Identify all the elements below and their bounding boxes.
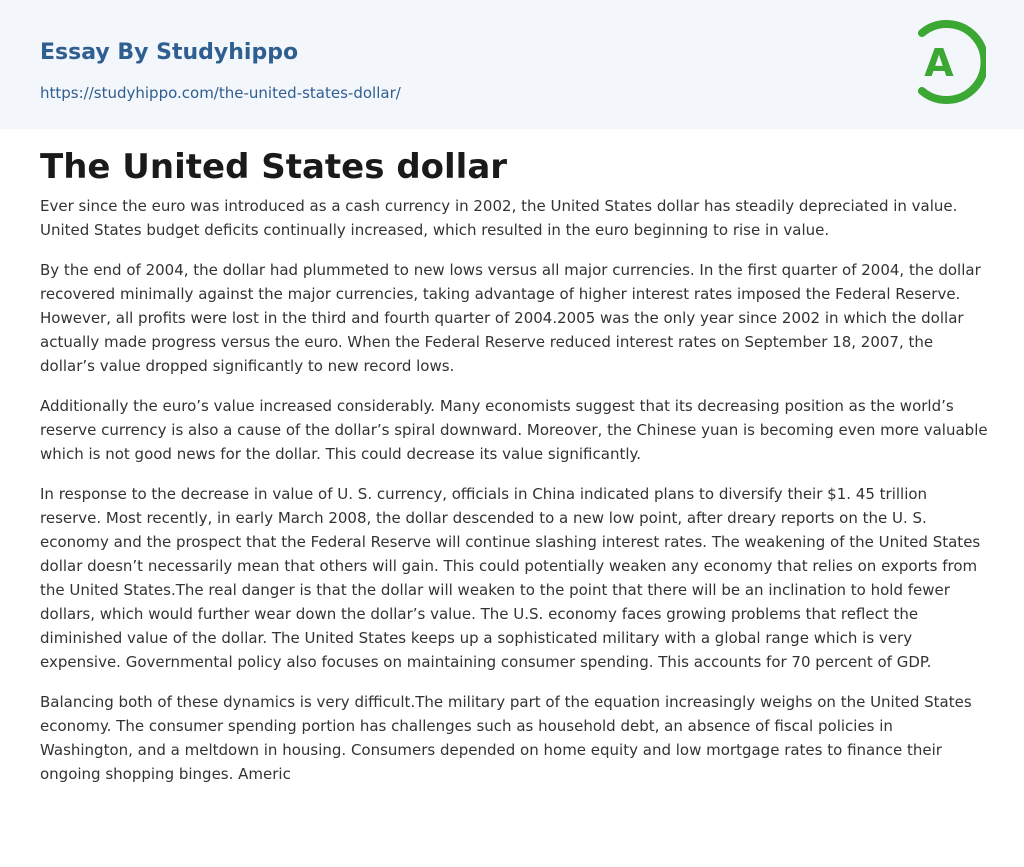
article-title: The United States dollar — [40, 147, 508, 187]
paragraph-2: By the end of 2004, the dollar had plummeted to new lows versus all major currencies. In the first quarter of 2004, the dollar recovered minimally against the major currencies, taking advantage of higher interest rates imposed the Federal Reserve. However, all profits were lost in the third and fourth quarter of 2004.2005 was the only year since 2002 in which the dollar actually made progress versus the euro. When the Federal Reserve reduced interest rates on September 18, 2007, the dollar’s value dropped significantly to new record lows. — [40, 261, 981, 375]
studyhippo-a-logo-icon[interactable] — [912, 19, 986, 105]
paragraph-4: In response to the decrease in value of U. S. currency, officials in China indicated plans to diversify their $1. 45 trillion reserve. Most recently, in early March 2008, the dollar descended to a new low point, after dreary reports on the U. S. economy and the prospect that the Federal Reserve will continue slashing interest rates. The weakening of the United States dollar doesn’t necessarily mean that others will gain. This could potentially weaken any economy that relies on exports from the United States.The real danger is that the dollar will weaken to the point that there will be an inclination to hold fewer dollars, which would further wear down the dollar’s value. The U.S. economy faces growing problems that reflect the diminished value of the dollar. The United States keeps up a sophisticated military with a global range which is very expensive. Governmental policy also focuses on maintaining consumer spending. This accounts for 70 percent of GDP. — [40, 485, 981, 671]
paragraph-1: Ever since the euro was introduced as a cash currency in 2002, the United States dollar has steadily depreciated in value. United States budget deficits continually increased, which resulted in the euro beginning to rise in value. — [40, 197, 958, 239]
article-body — [40, 194, 990, 802]
page-header — [0, 0, 1024, 129]
logo-letter: A — [924, 41, 954, 85]
paragraph-3: Additionally the euro’s value increased considerably. Many economists suggest that its decreasing position as the world’s reserve currency is also a cause of the dollar’s spiral downward. Moreover, the Chinese yuan is becoming even more valuable which is not good news for the dollar. This could decrease its value significantly. — [40, 397, 988, 463]
essay-url-link[interactable]: https://studyhippo.com/the-united-states-dollar/ — [40, 84, 401, 102]
site-brand[interactable]: Essay By Studyhippo — [40, 40, 299, 65]
paragraph-5: Balancing both of these dynamics is very difficult.The military part of the equation increasingly weighs on the United States economy. The consumer spending portion has challenges such as household debt, an absence of fiscal policies in Washington, and a meltdown in housing. Consumers depended on home equity and low mortgage rates to finance their ongoing shopping binges. Americ — [40, 693, 972, 783]
